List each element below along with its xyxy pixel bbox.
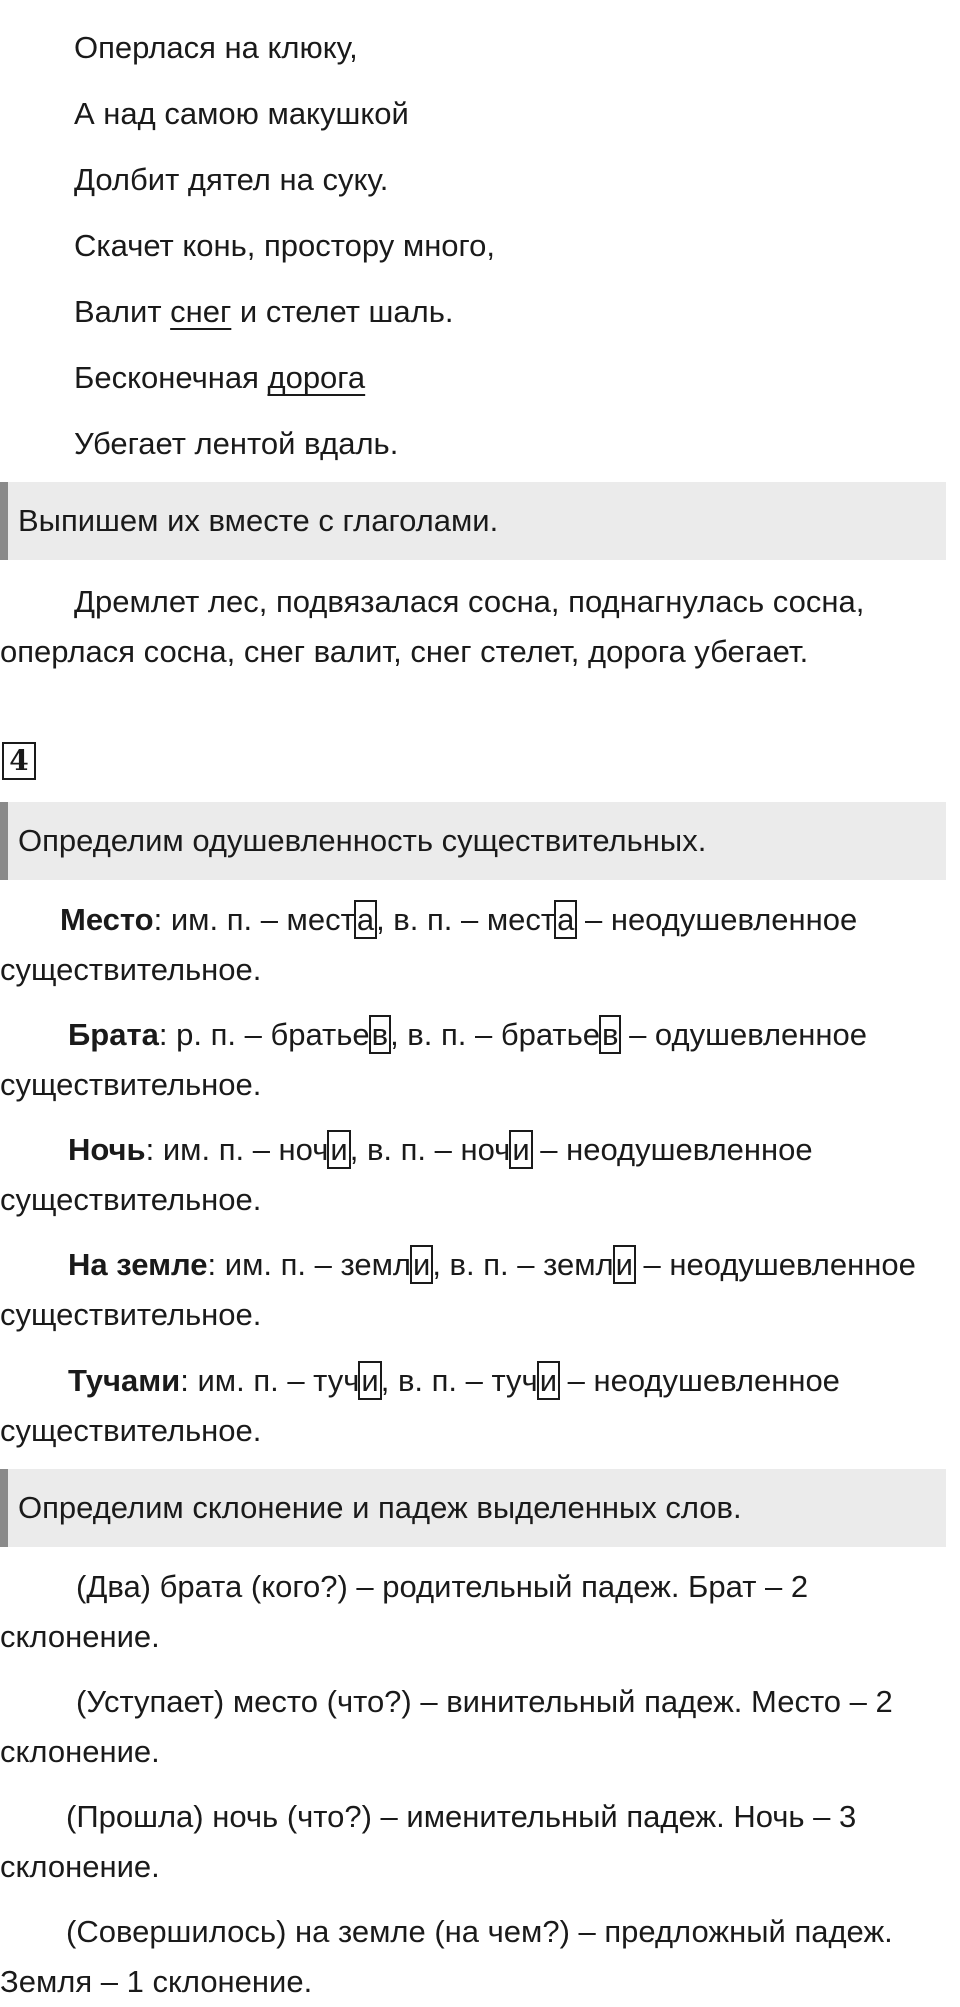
noun-paragraph: Тучами: им. п. – тучи, в. п. – тучи – неодушевленное существительное. [0,1363,840,1448]
case-paragraph: (Совершилось) на земле (на чем?) – предложный падеж. Земля – 1 склонение. [0,1914,893,1999]
noun-paragraph: Ночь: им. п. – ночи, в. п. – ночи – неодушевленное существительное. [0,1132,813,1217]
poem-text: Валит [74,294,171,329]
ending-box: и [410,1245,433,1284]
poem-line: Долбит дятел на суку. [74,162,389,197]
ending-box: и [537,1361,560,1400]
noun-paragraph: На земле: им. п. – земли, в. п. – земли – неодушевленное существительное. [0,1247,916,1332]
noun-paragraph: Брата: р. п. – братьев, в. п. – братьев – одушевленное существительное. [0,1017,868,1102]
ending-box: в [599,1015,621,1054]
ending-box: а [354,900,377,939]
poem-line [74,292,454,332]
noun-word: Брата [68,1017,159,1052]
ending-box: и [358,1361,381,1400]
noun-word: На земле [68,1247,208,1282]
instruction-bar: Выпишем их вместе с глаголами. [0,482,946,560]
task-number: 4 [2,742,36,780]
noun-word: Место [60,902,154,937]
noun-word: Ночь [68,1132,146,1167]
poem-line [74,358,365,398]
poem-line: Убегает лентой вдаль. [74,426,399,461]
instruction-bar: Определим одушевленность существительных. [0,802,946,880]
underlined-word: снег [170,294,232,329]
poem-line: А над самою макушкой [74,96,409,131]
ending-box: и [613,1245,636,1284]
instruction-bar: Определим склонение и падеж выделенных слов. [0,1469,946,1547]
noun-paragraph: Место: им. п. – места, в. п. – места – неодушевленное существительное. [0,902,858,987]
ending-box: в [369,1015,391,1054]
poem-line: Оперлася на клюку, [74,30,358,65]
noun-word: Тучами [68,1363,181,1398]
underlined-word: дорога [267,360,366,395]
poem-text: и стелет шаль. [231,294,454,329]
ending-box: и [509,1130,532,1169]
case-paragraph: (Прошла) ночь (что?) – именительный падеж. Ночь – 3 склонение. [0,1799,857,1884]
case-paragraph: (Уступает) место (что?) – винительный падеж. Место – 2 склонение. [0,1684,893,1769]
poem-line: Скачет конь, простору много, [74,228,496,263]
poem-text: Бесконечная [74,360,268,395]
case-paragraph: (Два) брата (кого?) – родительный падеж. Брат – 2 склонение. [0,1569,809,1654]
ending-box: а [554,900,577,939]
summary-paragraph: Дремлет лес, подвязалася сосна, поднагнулась сосна, оперлася сосна, снег валит, снег стелет, дорога убегает. [0,584,865,669]
ending-box: и [327,1130,350,1169]
